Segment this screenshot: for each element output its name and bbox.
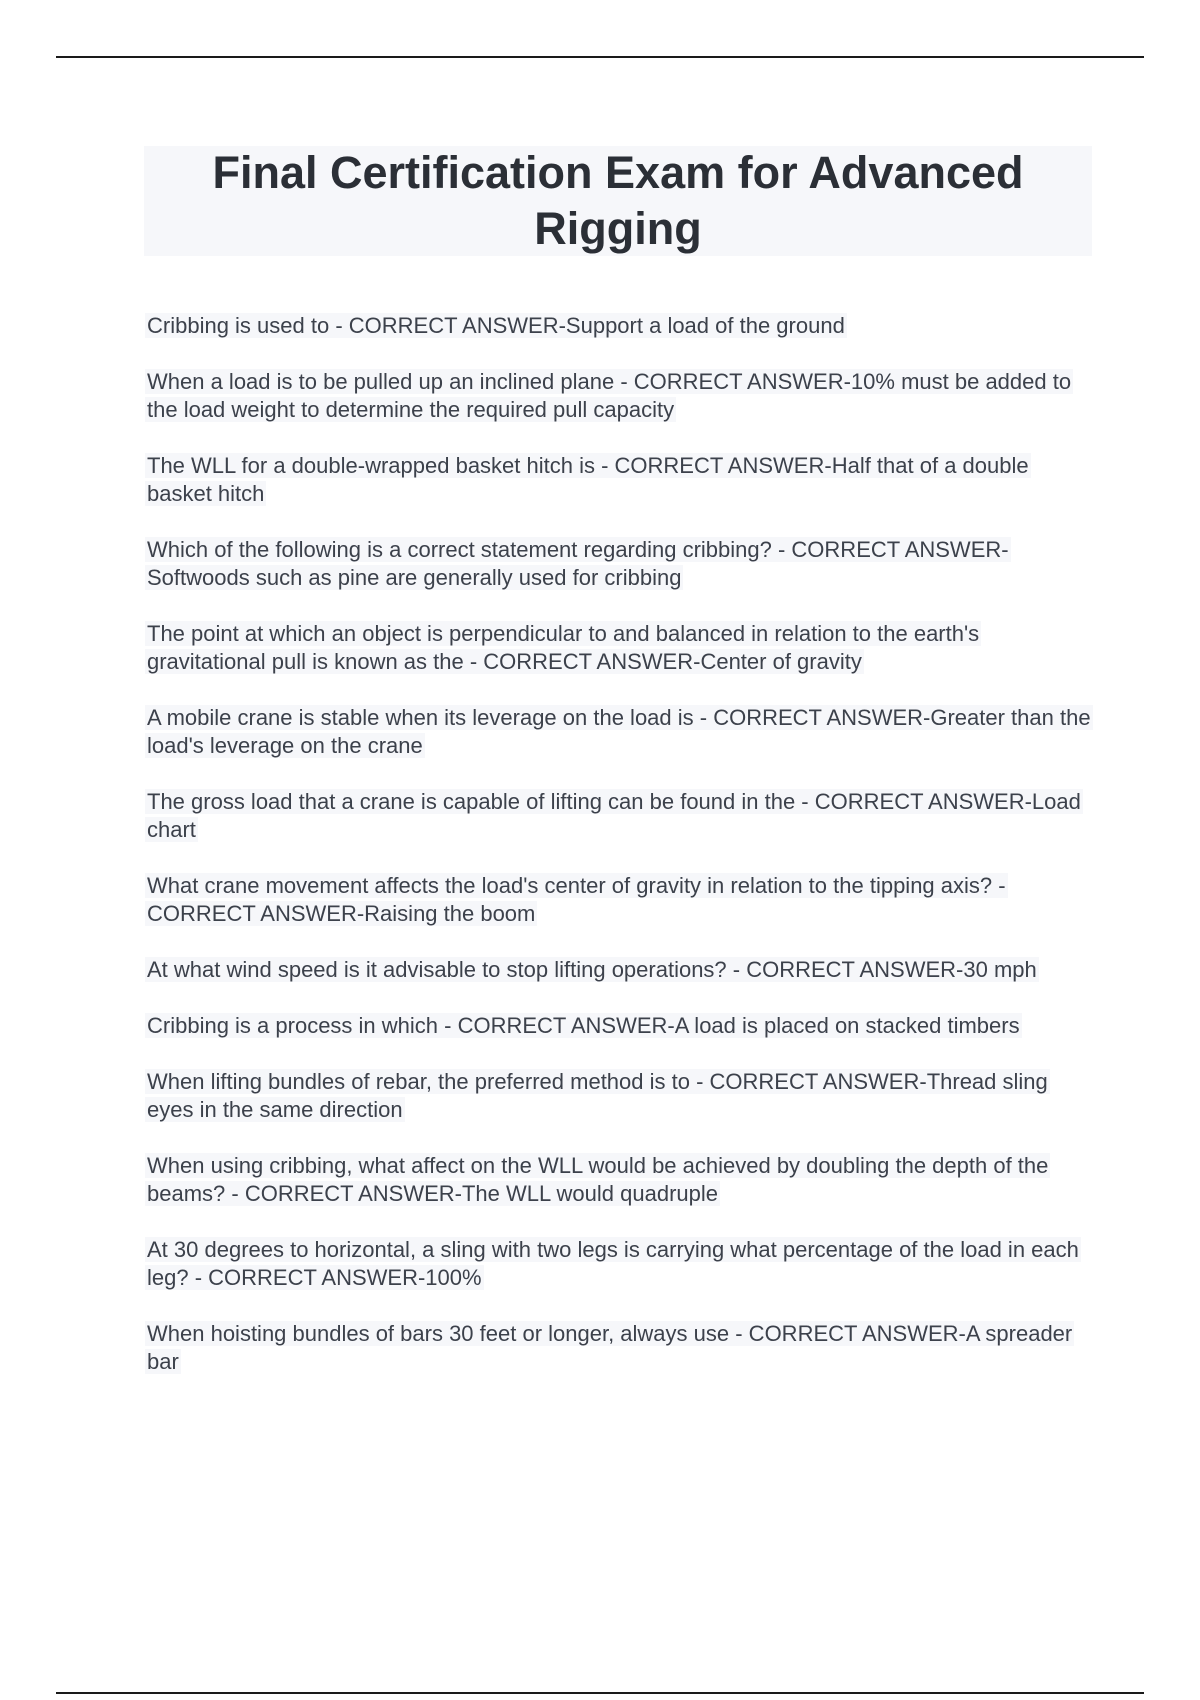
qa-item [145,620,1095,676]
qa-text: The point at which an object is perpendicular to and balanced in relation to the earth's gravitational pull is known as the - CORRECT ANSWER-Center of gravity [147,621,980,674]
qa-item [145,452,1095,508]
qa-item [145,1012,1095,1040]
qa-item [145,872,1095,928]
qa-text: When a load is to be pulled up an inclined plane - CORRECT ANSWER-10% must be added to the load weight to determine the required pull capacity [147,369,1072,422]
top-rule [56,56,1144,58]
bottom-rule [56,1692,1144,1694]
qa-item [145,1152,1095,1208]
qa-item [145,536,1095,592]
qa-text: The gross load that a crane is capable of lifting can be found in the - CORRECT ANSWER-Load chart [147,789,1081,842]
qa-text: When hoisting bundles of bars 30 feet or longer, always use - CORRECT ANSWER-A spreader bar [147,1321,1073,1374]
qa-list [145,312,1095,1404]
qa-text: At 30 degrees to horizontal, a sling with two legs is carrying what percentage of the load in each leg? - CORRECT ANSWER-100% [147,1237,1079,1290]
qa-item [145,704,1095,760]
qa-text: When using cribbing, what affect on the WLL would be achieved by doubling the depth of the beams? - CORRECT ANSWER-The WLL would quadruple [147,1153,1049,1206]
qa-text: Cribbing is a process in which - CORRECT ANSWER-A load is placed on stacked timbers [147,1013,1020,1038]
qa-text: What crane movement affects the load's center of gravity in relation to the tipping axis? - CORRECT ANSWER-Raising the boom [147,873,1006,926]
qa-text: When lifting bundles of rebar, the preferred method is to - CORRECT ANSWER-Thread sling eyes in the same direction [147,1069,1048,1122]
qa-item [145,788,1095,844]
qa-text: At what wind speed is it advisable to stop lifting operations? - CORRECT ANSWER-30 mph [147,957,1037,982]
qa-item [145,956,1095,984]
page-title: Final Certification Exam for Advanced Rigging [212,147,1024,254]
qa-text: The WLL for a double-wrapped basket hitch is - CORRECT ANSWER-Half that of a double basket hitch [147,453,1029,506]
qa-item [145,1236,1095,1292]
qa-text: A mobile crane is stable when its leverage on the load is - CORRECT ANSWER-Greater than the load's leverage on the crane [147,705,1091,758]
qa-item [145,368,1095,424]
qa-item [145,312,1095,340]
qa-item [145,1068,1095,1124]
qa-text: Cribbing is used to - CORRECT ANSWER-Support a load of the ground [147,313,845,338]
qa-text: Which of the following is a correct statement regarding cribbing? - CORRECT ANSWER-Softwoods such as pine are generally used for cribbing [147,537,1009,590]
title-banner [144,146,1092,256]
qa-item [145,1320,1095,1376]
